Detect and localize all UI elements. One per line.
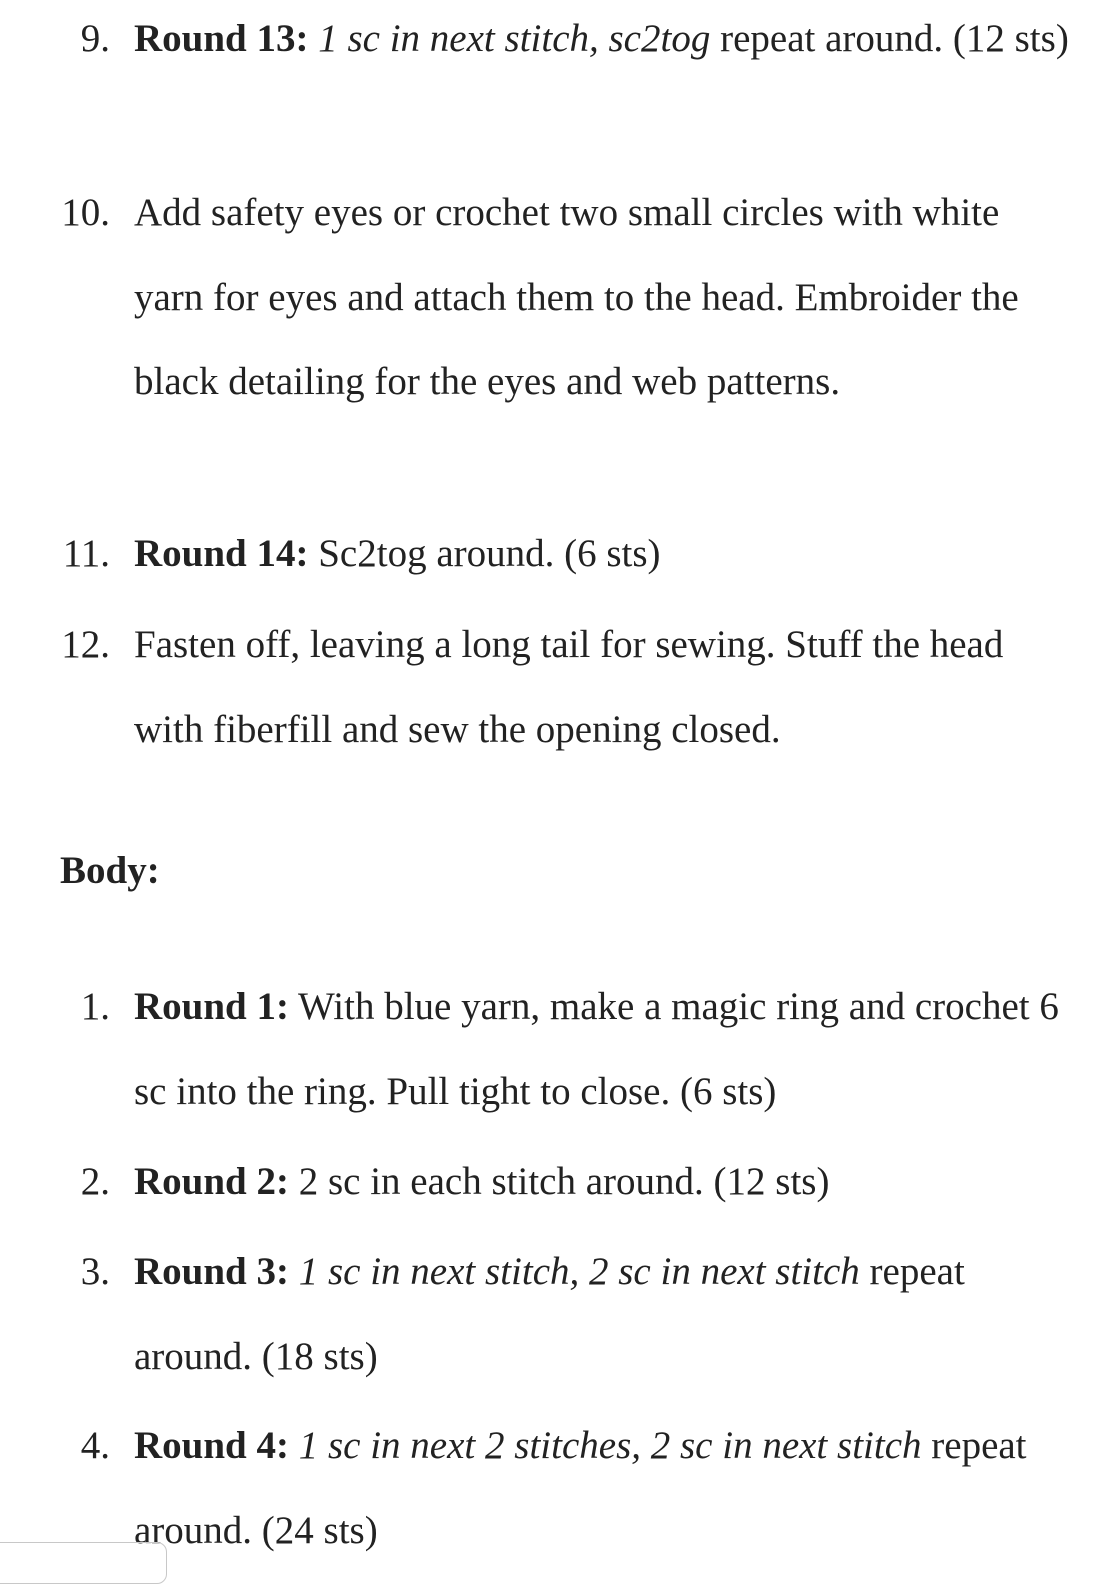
partial-widget-border <box>0 1542 167 1584</box>
list-item-text <box>134 171 1074 425</box>
round-label: Round 14: <box>134 532 309 575</box>
list-item-text <box>134 603 1074 772</box>
instruction-text: Fasten off, leaving a long tail for sewing. Stuff the head with fiberfill and sew the opening closed. <box>134 623 1004 751</box>
list-item-text <box>134 1230 1074 1399</box>
instruction-text: repeat around. (18 sts) <box>134 1250 965 1378</box>
list-number: 1. <box>80 985 110 1028</box>
list-item-text <box>134 0 1074 82</box>
instruction-text: Add safety eyes or crochet two small circles with white yarn for eyes and attach them to the head. Embroider the black detailing for the eyes and web patterns. <box>134 191 1019 403</box>
instruction-text: With blue yarn, make a magic ring and crochet 6 sc into the ring. Pull tight to close. (6 sts) <box>134 985 1059 1113</box>
instruction-text: repeat around. (24 sts) <box>134 1424 1027 1552</box>
instruction-text: repeat around. (12 sts) <box>710 17 1069 60</box>
round-label: Round 4: <box>134 1424 289 1467</box>
list-number: 12. <box>61 623 110 666</box>
list-number: 2. <box>80 1160 110 1203</box>
stitch-instruction: 1 sc in next stitch, sc2tog <box>318 17 711 60</box>
round-label: Round 2: <box>134 1160 289 1203</box>
instruction-text: Sc2tog around. (6 sts) <box>308 532 661 575</box>
list-number: 10. <box>61 191 110 234</box>
list-number: 4. <box>80 1424 110 1467</box>
list-number: 3. <box>80 1250 110 1293</box>
list-item-text <box>134 965 1074 1134</box>
stitch-instruction: 1 sc in next stitch, 2 sc in next stitch <box>288 1250 860 1293</box>
section-heading-body: Body: <box>60 849 160 892</box>
instruction-text: 2 sc in each stitch around. (12 sts) <box>288 1160 830 1203</box>
list-item-text <box>134 1404 1074 1573</box>
round-label: Round 1: <box>134 985 289 1028</box>
list-number: 9. <box>80 17 110 60</box>
round-label: Round 3: <box>134 1250 289 1293</box>
list-item-text <box>134 1140 1074 1225</box>
stitch-instruction: 1 sc in next 2 stitches, 2 sc in next stitch <box>288 1424 922 1467</box>
list-number: 11. <box>62 532 110 575</box>
round-label: Round 13: <box>134 17 309 60</box>
list-item-text <box>134 512 1074 597</box>
